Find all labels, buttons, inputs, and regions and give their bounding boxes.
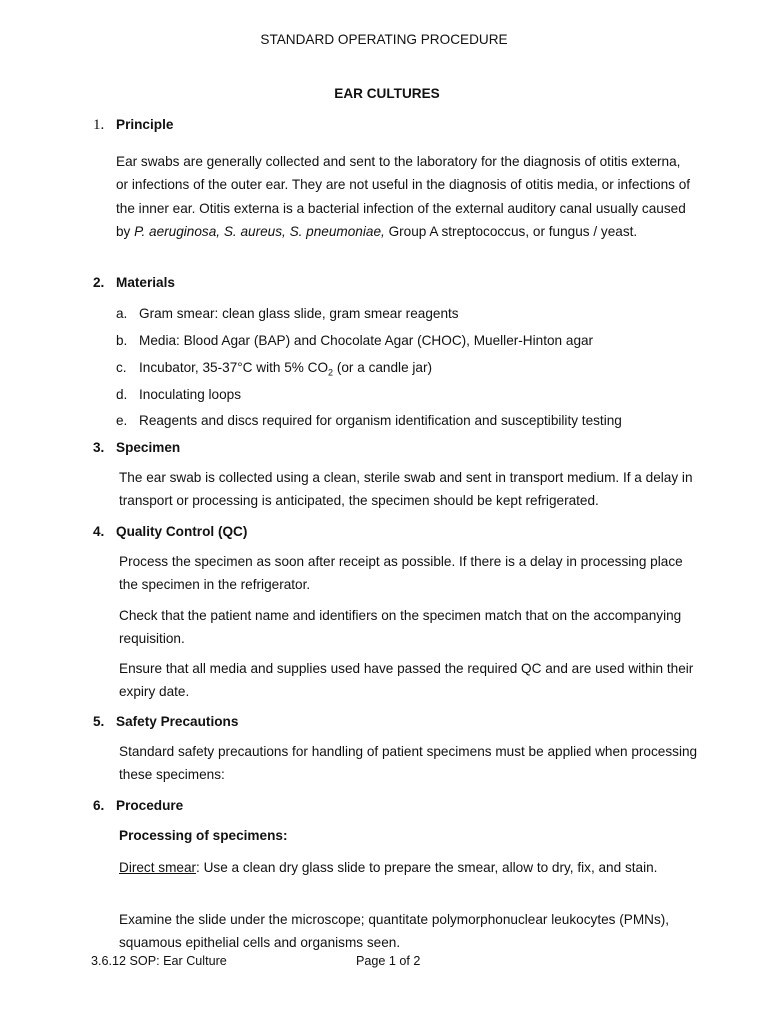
direct-smear-paragraph [119,856,699,879]
section-title: Procedure [116,798,184,813]
safety-paragraph: Standard safety precautions for handling of patient specimens must be applied when processing these specimens: [119,744,698,783]
page-header: STANDARD OPERATING PROCEDURE [260,32,508,47]
section-title: Quality Control (QC) [116,524,248,539]
section-materials-heading [93,275,175,290]
section-specimen-heading [93,440,180,455]
section-title: Specimen [116,440,181,455]
principle-text-end: Group A streptococcus, or fungus / yeast. [384,224,638,240]
section-title: Safety Precautions [116,714,239,729]
list-letter: b. [116,333,128,348]
procedure-subheading: Processing of specimens: [119,828,288,843]
qc-paragraph: Check that the patient name and identifiers on the specimen match that on the accompanying requisition. [119,608,682,647]
list-text: Media: Blood Agar (BAP) and Chocolate Agar (CHOC), Mueller-Hinton agar [139,333,594,348]
principle-organisms: P. aeruginosa, S. aureus, S. pneumoniae, [134,224,385,240]
qc-paragraph: Process the specimen as soon after receipt as possible. If there is a delay in processing place the specimen in the refrigerator. [119,554,683,593]
section-safety-heading [93,714,238,729]
section-number: 5. [93,714,105,729]
document-title: EAR CULTURES [334,86,440,101]
list-letter: d. [116,387,128,402]
section-title: Materials [116,275,175,290]
list-item [116,413,622,428]
list-letter: a. [116,306,128,321]
section-number: 2. [93,275,105,290]
section-number: 4. [93,524,105,539]
principle-text: Ear swabs are generally collected and sent to the laboratory for the diagnosis of otitis externa, or infections of the outer ear. They are not useful in the diagnosis of otitis media, or infections of the inner ear. Otitis externa is a bacterial infection of the external auditory canal usually caused by [116,154,691,240]
direct-smear-text: : Use a clean dry glass slide to prepare the smear, allow to dry, fix, and stain. [196,860,658,875]
section-number: 1. [93,117,105,133]
list-letter: e. [116,413,128,428]
section-title: Principle [116,117,174,132]
list-text-end: (or a candle jar) [333,360,433,375]
list-item [116,333,593,348]
examine-paragraph: Examine the slide under the microscope; quantitate polymorphonuclear leukocytes (PMNs), squamous epithelial cells and organisms seen. [119,912,670,951]
list-text: Incubator, 35-37°C with 5% CO [139,360,329,375]
specimen-paragraph: The ear swab is collected using a clean, sterile swab and sent in transport medium. If a delay in transport or processing is anticipated, the specimen should be kept refrigerated. [119,470,693,509]
direct-smear-label: Direct smear [119,860,197,875]
section-qc-heading [93,524,247,539]
list-item [116,306,459,321]
section-procedure-heading [93,798,183,813]
section-number: 6. [93,798,105,813]
qc-paragraph: Ensure that all media and supplies used have passed the required QC and are used within their expiry date. [119,661,694,700]
list-item [116,387,241,402]
list-text: Gram smear: clean glass slide, gram smear reagents [139,306,459,321]
section-number: 3. [93,440,105,455]
footer-page-number: Page 1 of 2 [356,954,421,968]
section-principle-heading [93,117,173,134]
list-letter: c. [116,360,127,375]
footer-doc-id: 3.6.12 SOP: Ear Culture [91,954,227,968]
subscript: 2 [328,367,334,378]
list-text: Inoculating loops [139,387,242,402]
list-item [116,360,432,378]
list-text: Reagents and discs required for organism identification and susceptibility testing [139,413,622,428]
principle-paragraph [116,150,696,244]
